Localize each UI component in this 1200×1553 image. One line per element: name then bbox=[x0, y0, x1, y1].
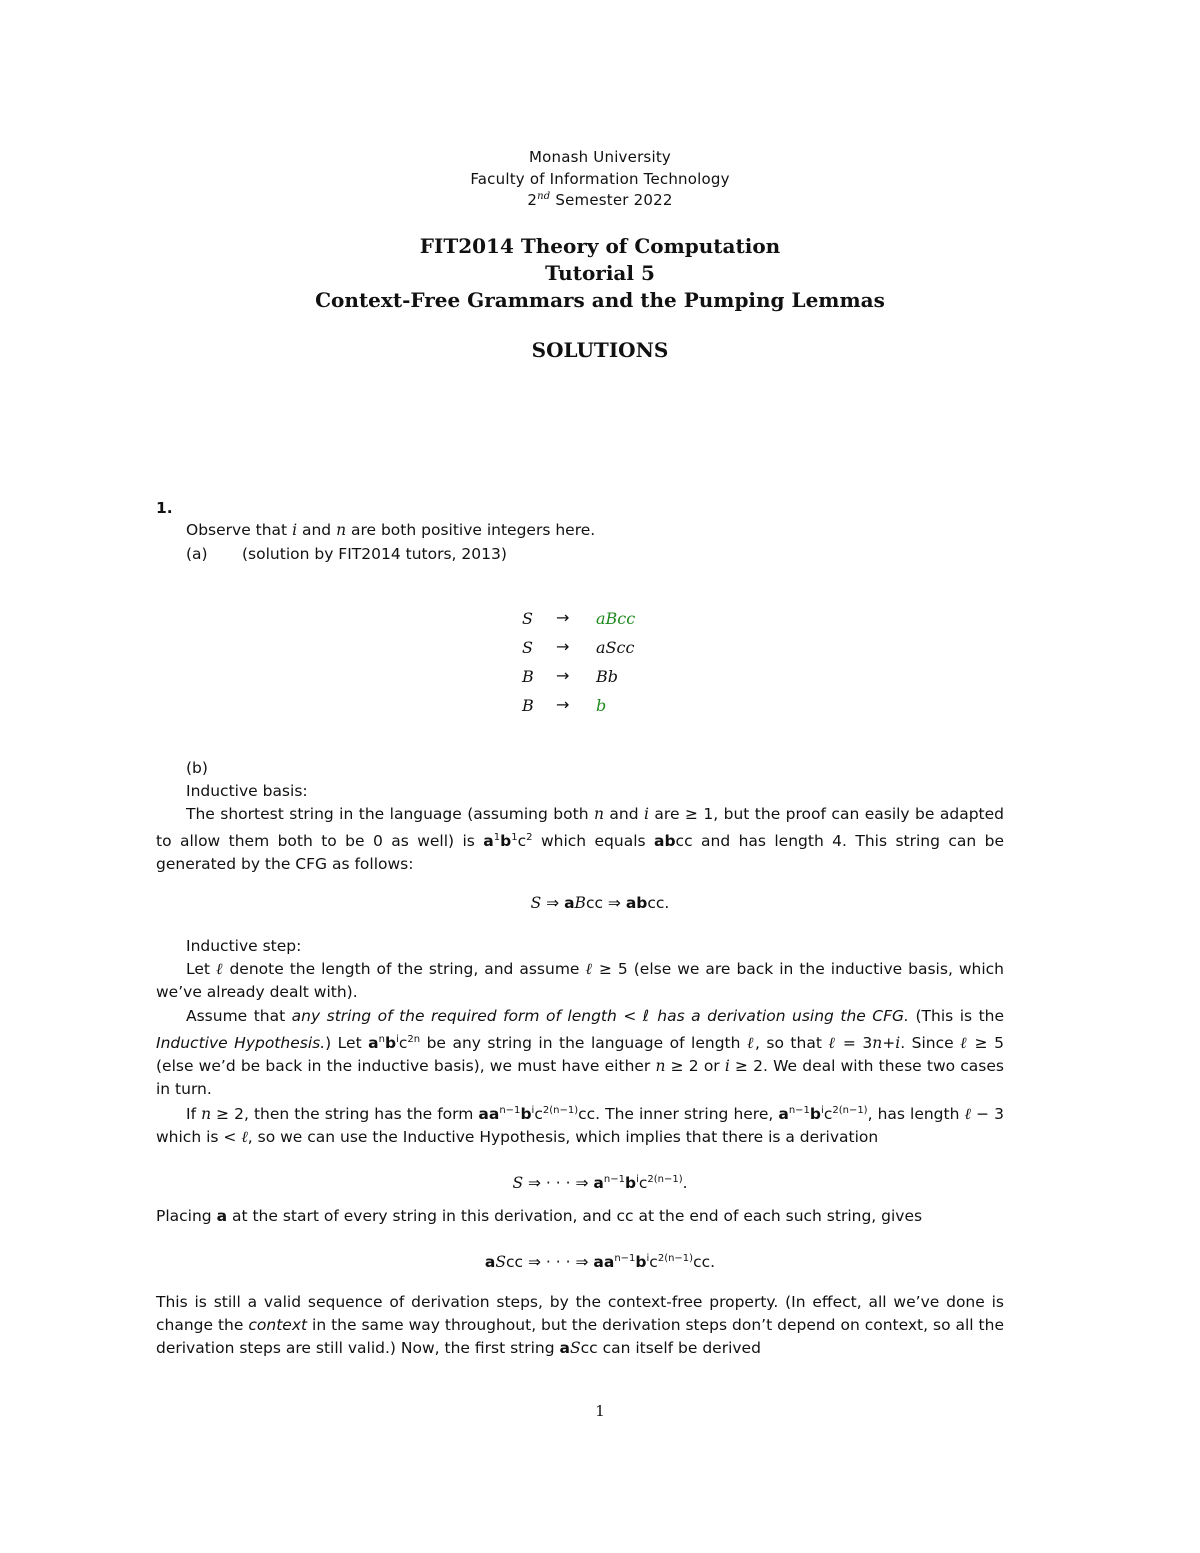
semester-line: 2nd Semester 2022 bbox=[527, 191, 673, 209]
inductive-step-heading: Inductive step: bbox=[186, 937, 302, 955]
rule-arrow: → bbox=[556, 637, 570, 656]
rule-arrow: → bbox=[556, 666, 570, 685]
derivation-2: aScc ⇒ · · · ⇒ $aa^{n-1}b^ic^{2(n-1)}cc$. bbox=[484, 1253, 716, 1272]
topic-title: Context-Free Grammars and the Pumping Lemmas bbox=[315, 288, 885, 312]
rule-rhs: aScc bbox=[596, 638, 635, 657]
step-paragraph-1: Let ℓ denote the length of the string, and assume ℓ ≥ 5 (else we are back in the inductive basis, which we’ve already dealt with). bbox=[156, 960, 1004, 1001]
rule-rhs: Bb bbox=[596, 667, 618, 686]
part-a-text: (solution by FIT2014 tutors, 2013) bbox=[242, 545, 507, 563]
rule-rhs: aBcc bbox=[596, 609, 636, 628]
step-paragraph-3: If n ≥ 2, then the string has the form $aa^{n-1}b^ic^{2(n-1)}cc$. The inner string here, $a^{n-1}b^ic^{2(n-1)}$, has length ℓ − 3 which is < ℓ, so we can use the Inductive Hypothesis, which implies that there is a derivation bbox=[156, 1105, 1004, 1147]
rule-arrow: → bbox=[556, 608, 570, 627]
rule-lhs: B bbox=[522, 667, 534, 686]
rule-lhs: S bbox=[522, 609, 533, 628]
faculty-name: Faculty of Information Technology bbox=[470, 170, 730, 188]
part-a-label: (a) bbox=[186, 545, 208, 563]
page-number: 1 bbox=[595, 1402, 605, 1420]
question-number: 1. bbox=[156, 499, 173, 517]
solutions-title: SOLUTIONS bbox=[531, 338, 669, 362]
basis-derivation: S ⇒ aBcc ⇒ abcc. bbox=[530, 894, 670, 912]
rule-lhs: S bbox=[522, 638, 533, 657]
rule-rhs: b bbox=[596, 696, 607, 715]
question-intro: Observe that i and n are both positive integers here. bbox=[186, 521, 596, 539]
university-name: Monash University bbox=[529, 148, 671, 166]
rule-lhs: B bbox=[522, 696, 534, 715]
rule-arrow: → bbox=[556, 695, 570, 714]
step-paragraph-2: Assume that any string of the required form of length < ℓ has a derivation using the CFG. (This is the Inductive Hypothesis.) Let $a^nb^ic^{2n}$ be any string in the language of length ℓ, so that ℓ = 3n+i. Since ℓ ≥ 5 (else we’d be back in the inductive basis), we must have either n ≥ 2 or i ≥ 2. We deal with these two cases in turn. bbox=[156, 1007, 1005, 1099]
part-b-label: (b) bbox=[186, 759, 208, 777]
course-title: FIT2014 Theory of Computation bbox=[419, 234, 781, 258]
derivation-1: S ⇒ · · · ⇒ $a^{n-1}b^ic^{2(n-1)}$. bbox=[512, 1174, 688, 1193]
tutorial-title: Tutorial 5 bbox=[545, 261, 655, 285]
final-paragraph: This is still a valid sequence of derivation steps, by the context-free property. (In effect, all we’ve done is change the context in the same way throughout, but the derivation steps don’t depend on context, so all the derivation steps are still valid.) Now, the first string aScc can itself be derived bbox=[156, 1293, 1004, 1357]
inductive-basis-heading: Inductive basis: bbox=[186, 782, 308, 800]
basis-paragraph: The shortest string in the language (assuming both n and i are ≥ 1, but the proof can easily be adapted to allow them both to be 0 as well) is $a^1b^1c^2$ which equals abcc and has length 4. This string can be generated by the CFG as follows: bbox=[156, 805, 1005, 874]
placing-paragraph: Placing a at the start of every string in this derivation, and cc at the end of each such string, gives bbox=[156, 1207, 923, 1225]
